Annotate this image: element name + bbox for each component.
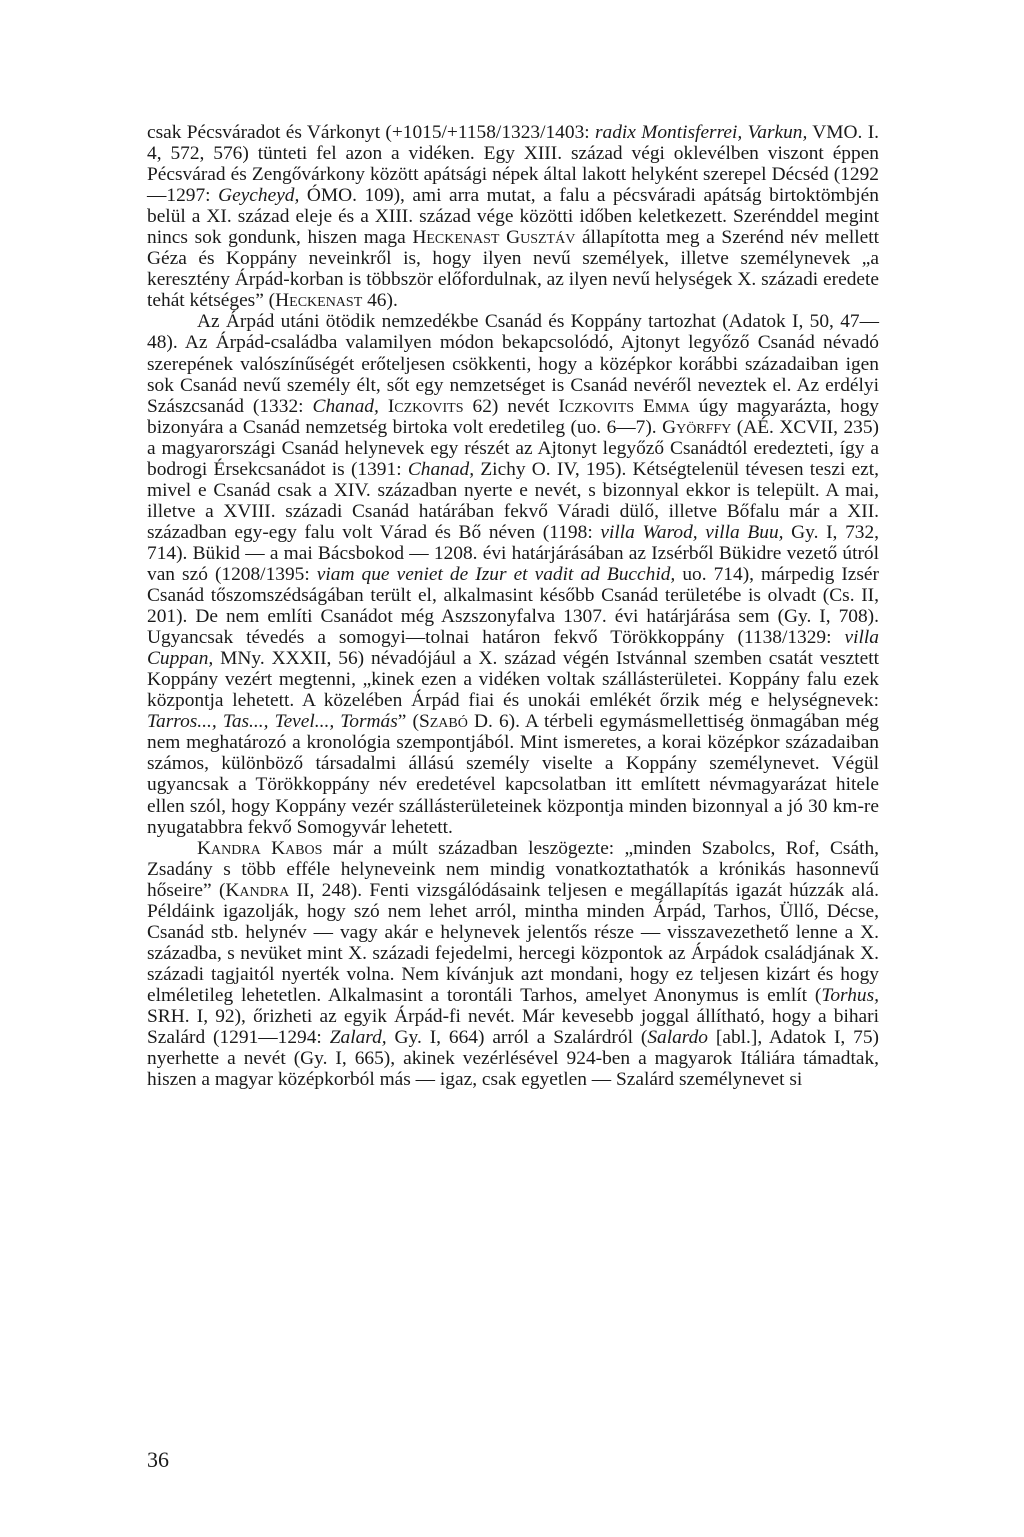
page-number: 36 <box>147 1447 169 1472</box>
italic-text: Torhus, <box>821 984 879 1006</box>
author-name: Szabó <box>418 711 468 733</box>
paragraph <box>147 838 879 1091</box>
italic-text: radix Montisferrei, Varkun, <box>594 122 808 143</box>
italic-text: Salardo <box>647 1027 709 1049</box>
text-run: úgy magyarázta, hogy bizonyára a Csanád nemzetség birtoka volt eredetileg (uo. 6—7). <box>147 395 879 438</box>
italic-text: Geycheyd, <box>218 185 300 207</box>
italic-text: villa Warod, villa Buu, <box>600 521 784 543</box>
text-run: ÓMO. 109), ami arra mutat, a falu a pécsváradi apátság birtoktömbjén belül a XI. század eleje és a XIII. század vége közötti időben keletkezett. Szerénddel megint nincs sok gondunk, hiszen maga <box>147 185 879 249</box>
text-run: Gy. I, 732, 714). Bükid — a mai Bácsbokod — 1208. évi határjárásában az Izsérből Bükidre vezető útról van szó (1208/1395: <box>147 521 880 585</box>
text-run: II, 248). Fenti vizsgálódásaink teljesen e megállapítás igazát húzzák alá. Példáink igazolják, hogy szó nem lehet arról, mintha minden Árpád, Tarhos, Üllő, Décse, Csanád stb. helynév — vagy akár e helynevek jelentős része — visszavezethető lenne a X. századba, s nevüket mint X. századi fejedelmi, hercegi központok az Árpádok családjának X. századi tagjaitól nyerték volna. Nem kívánjuk azt mondani, hogy ez teljesen kizárt és hogy elméletileg lehetetlen. Alkalmasint a torontáli Tarhos, amelyet Anonymus is említ ( <box>147 879 879 1006</box>
italic-text: Chanad, <box>407 458 475 480</box>
text-run: [abl.], Adatok I, 75) nyerhette a nevét (Gy. I, 665), akinek vezérlésével 924-ben a magyarok Itáliára támadtak, hiszen a magyar középkorból más — igaz, csak egyetlen — Szalárd személynevet si <box>147 1027 880 1091</box>
text-run: Gy. I, 664) arról a Szalárdról ( <box>386 1027 648 1049</box>
italic-text: Zalard, <box>329 1027 387 1049</box>
text-run: SRH. I, 92), őrizheti az egyik Árpád-fi nevét. Már kevesebb joggal állítható, hogy a bihari Szalárd (1291—1294: <box>147 1005 879 1049</box>
paragraph <box>147 311 879 837</box>
italic-text: viam que veniet de Izur et vadit ad Bucchid, <box>316 563 676 585</box>
text-run: Zichy O. IV, 195). Kétségtelenül tévesen teszi ezt, mivel e Csanád csak a XIV. században nyerte e nevét, s bizonnyal ekkor is települt. A mai, illetve a XVIII. századi Csanád határában fekvő Váradi dülő, illetve Bőfalu már a XII. században egy-egy falu volt Várad és Bő néven (1198: <box>147 458 880 543</box>
author-name: Iczkovits Emma <box>558 395 690 417</box>
text-run: már a múlt században leszögezte: „minden Szabolcs, Rof, Csáth, Zsadány s több efféle helyneveink nem mindig vonatkoztathatók a krónikás hasonnevű hőseire” ( <box>147 837 879 901</box>
text-run: (AÉ. XCVII, 235) a magyarországi Csanád helynevek egy részét az Ajtonyt legyőző Csanádtól eredezteti, így a bodrogi Érsekcsanádot is (1391: <box>147 416 879 480</box>
author-name: Iczkovits <box>387 395 464 417</box>
paragraph <box>147 122 879 311</box>
text-run: csak Pécsváradot és Várkonyt (+1015/+1158/1323/1403: <box>147 122 595 143</box>
text-run: D. 6). A térbeli egymásmellettiség önmagában még nem meghatározó a kronológia szempontjából. Mint ismeretes, a korai középkor századaiban számos, különböző társadalmi állású személy viselte a Koppány személynevet. Végül ugyancsak a Törökkoppány név eredetével kapcsolatban itt említett névmagyarázat hitele ellen szól, hogy Koppány vezér szállásterületeinek központja minden bizonnyal a jó 30 km-re nyugatabbra fekvő Somogyvár lehetett. <box>147 711 879 838</box>
text-run: állapította meg a Szerénd név mellett Géza és Koppány neveinkről is, hogy ilyen nevű személyek, illetve személynevek „a keresztény Árpád-korban is többször előfordulnak, az ilyen nevű helységek X. századi eredete tehát kétséges” ( <box>147 227 879 312</box>
italic-text: Tarros..., Tas..., Tevel..., Tormás <box>147 711 398 733</box>
text-run: uo. 714), márpedig Izsér Csanád tőszomszédságában terült el, alkalmasint később Csanád területébe is olvadt (Cs. II, 201). De nem említi Csanádot még Aszszonyfalva 1307. évi határjárása sem (Gy. I, 708). Ugyancsak tévedés a somogyi—tolnai határon fekvő Törökkoppány (1138/1329: <box>147 563 879 649</box>
body-text <box>147 122 879 1090</box>
italic-text: villa Cuppan, <box>147 627 879 670</box>
text-run: ” ( <box>397 711 419 733</box>
text-run: 46). <box>362 290 398 312</box>
text-run: MNy. XXXII, 56) névadójául a X. század végén Istvánnal szemben csatát vesztett Koppány vezért megtenni, „kinek ezen a vidéken voltak szállásterületei. Koppány falu ezek központja lehetett. A közelében Árpád fiai és unokái emlékét őrzik még e helységnevek: <box>147 648 879 712</box>
author-name: Heckenast Gusztáv <box>412 227 576 249</box>
text-run <box>379 396 388 417</box>
author-name: Györffy <box>662 416 732 438</box>
author-name: Heckenast <box>275 290 363 312</box>
author-name: Kandra <box>225 879 290 901</box>
text-run: 62) nevét <box>463 395 559 417</box>
text-run: Az Árpád utáni ötödik nemzedékbe Csanád és Koppány tartozhat (Adatok I, 50, 47—48). Az Árpád-családba valamilyen módon bekapcsolódó, Ajtonyt legyőző Csanád névadó szerepének valószínűségét erőteljesen csökkenti, hogy a középkor korábbi századaiban igen sok Csanád nevű személy élt, sőt egy nemzetséget is Csanád nevéről neveztek el. Az erdélyi Szászcsanád (1332: <box>147 311 879 417</box>
author-name: Kandra Kabos <box>197 837 323 859</box>
italic-text: Chanad, <box>312 395 379 417</box>
text-run: VMO. I. 4, 572, 576) tünteti fel azon a vidéken. Egy XIII. század végi oklevélben viszont éppen Pécsvárad és Zengővárkony között apátsági népek által lakott helyként szerepel Décséd (1292—1297: <box>147 122 880 207</box>
